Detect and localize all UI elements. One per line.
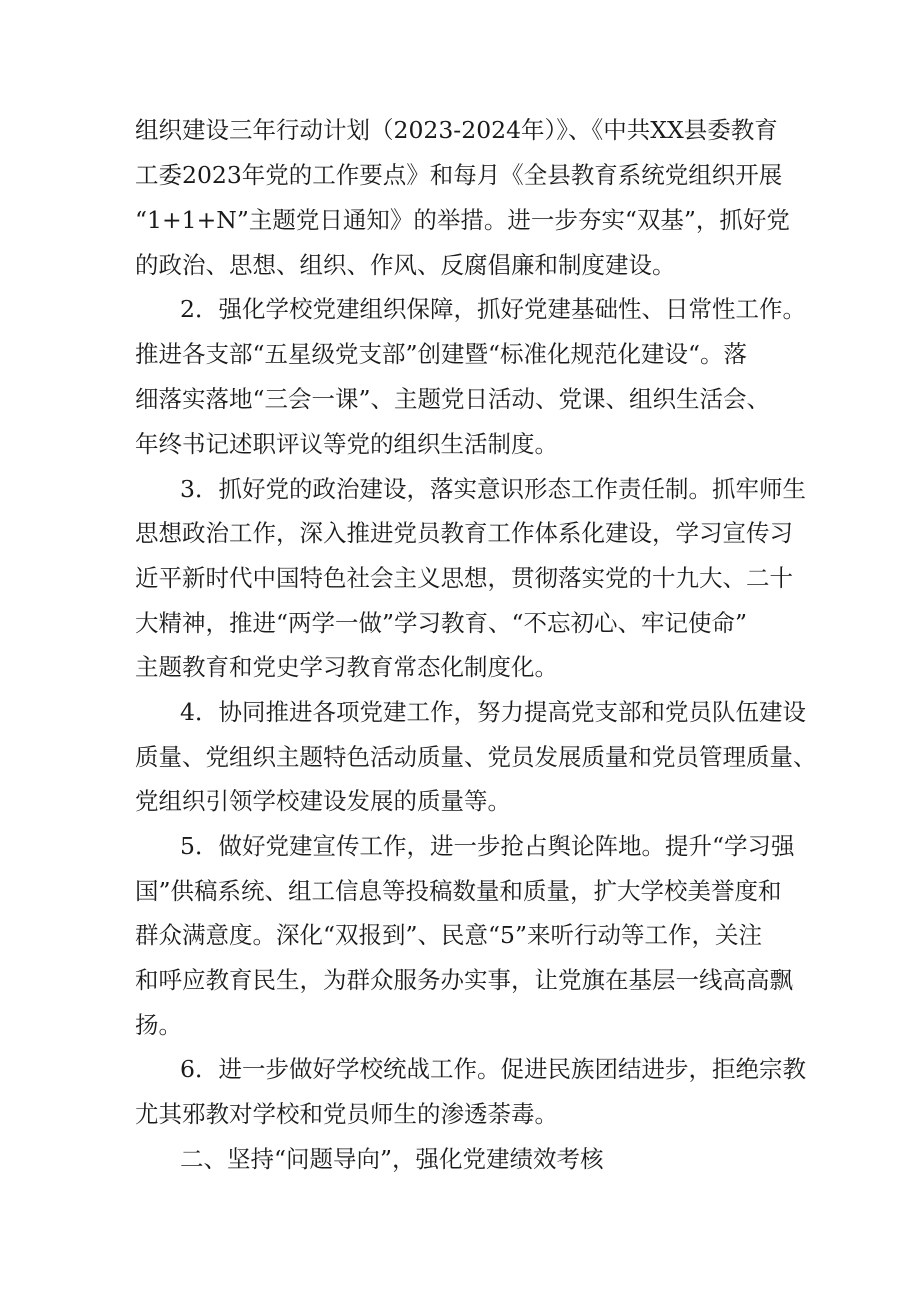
text-line: 2．强化学校党建组织保障，抓好党建基础性、日常性工作。	[180, 295, 806, 323]
text-line: 4．协同推进各项党建工作，努力提高党支部和党员队伍建设	[180, 698, 806, 726]
text-line: 推进各支部“五星级党支部”创建暨“标准化规范化建设“。落	[135, 340, 748, 368]
text-line: 群众满意度。深化“双报到”、民意“5”来听行动等工作，关注	[135, 921, 763, 949]
text-line: 国”供稿系统、组工信息等投稿数量和质量，扩大学校美誉度和	[135, 877, 782, 905]
text-line: “1+1+N”主题党日通知》的举措。进一步夯实“双基”，抓好党	[135, 206, 790, 234]
text-line: 工委2023年党的工作要点》和每月《全县教育系统党组织开展	[135, 161, 783, 189]
text-line: 的政治、思想、组织、作风、反腐倡廉和制度建设。	[135, 251, 676, 279]
text-line: 扬。	[135, 1011, 182, 1039]
text-line: 细落实落地“三会一课”、主题党日活动、党课、组织生活会、	[135, 385, 771, 413]
text-line: 党组织引领学校建设发展的质量等。	[135, 787, 511, 815]
text-line: 大精神，推进“两学一做”学习教育、“不忘初心、牢记使命”	[135, 609, 748, 637]
text-line: 思想政治工作，深入推进党员教育工作体系化建设，学习宣传习	[135, 519, 793, 547]
text-line: 年终书记述职评议等党的组织生活制度。	[135, 430, 558, 458]
text-line: 组织建设三年行动计划（2023-2024年）》、《中共XX县委教育	[135, 116, 778, 144]
text-line: 主题教育和党史学习教育常态化制度化。	[135, 653, 558, 681]
text-line: 6．进一步做好学校统战工作。促进民族团结进步，拒绝宗教	[180, 1055, 806, 1083]
text-line: 尤其邪教对学校和党员师生的渗透荼毒。	[135, 1100, 558, 1128]
text-line: 3．抓好党的政治建设，落实意识形态工作责任制。抓牢师生	[180, 475, 806, 503]
text-line: 5．做好党建宣传工作，进一步抢占舆论阵地。提升“学习强	[180, 832, 795, 860]
section-heading: 二、坚持“问题导向”，强化党建绩效考核	[180, 1145, 604, 1173]
text-line: 近平新时代中国特色社会主义思想，贯彻落实党的十九大、二十	[135, 564, 793, 592]
text-line: 和呼应教育民生，为群众服务办实事，让党旗在基层一线高高飘	[135, 966, 793, 994]
text-line: 质量、党组织主题特色活动质量、党员发展质量和党员管理质量、	[135, 743, 817, 771]
